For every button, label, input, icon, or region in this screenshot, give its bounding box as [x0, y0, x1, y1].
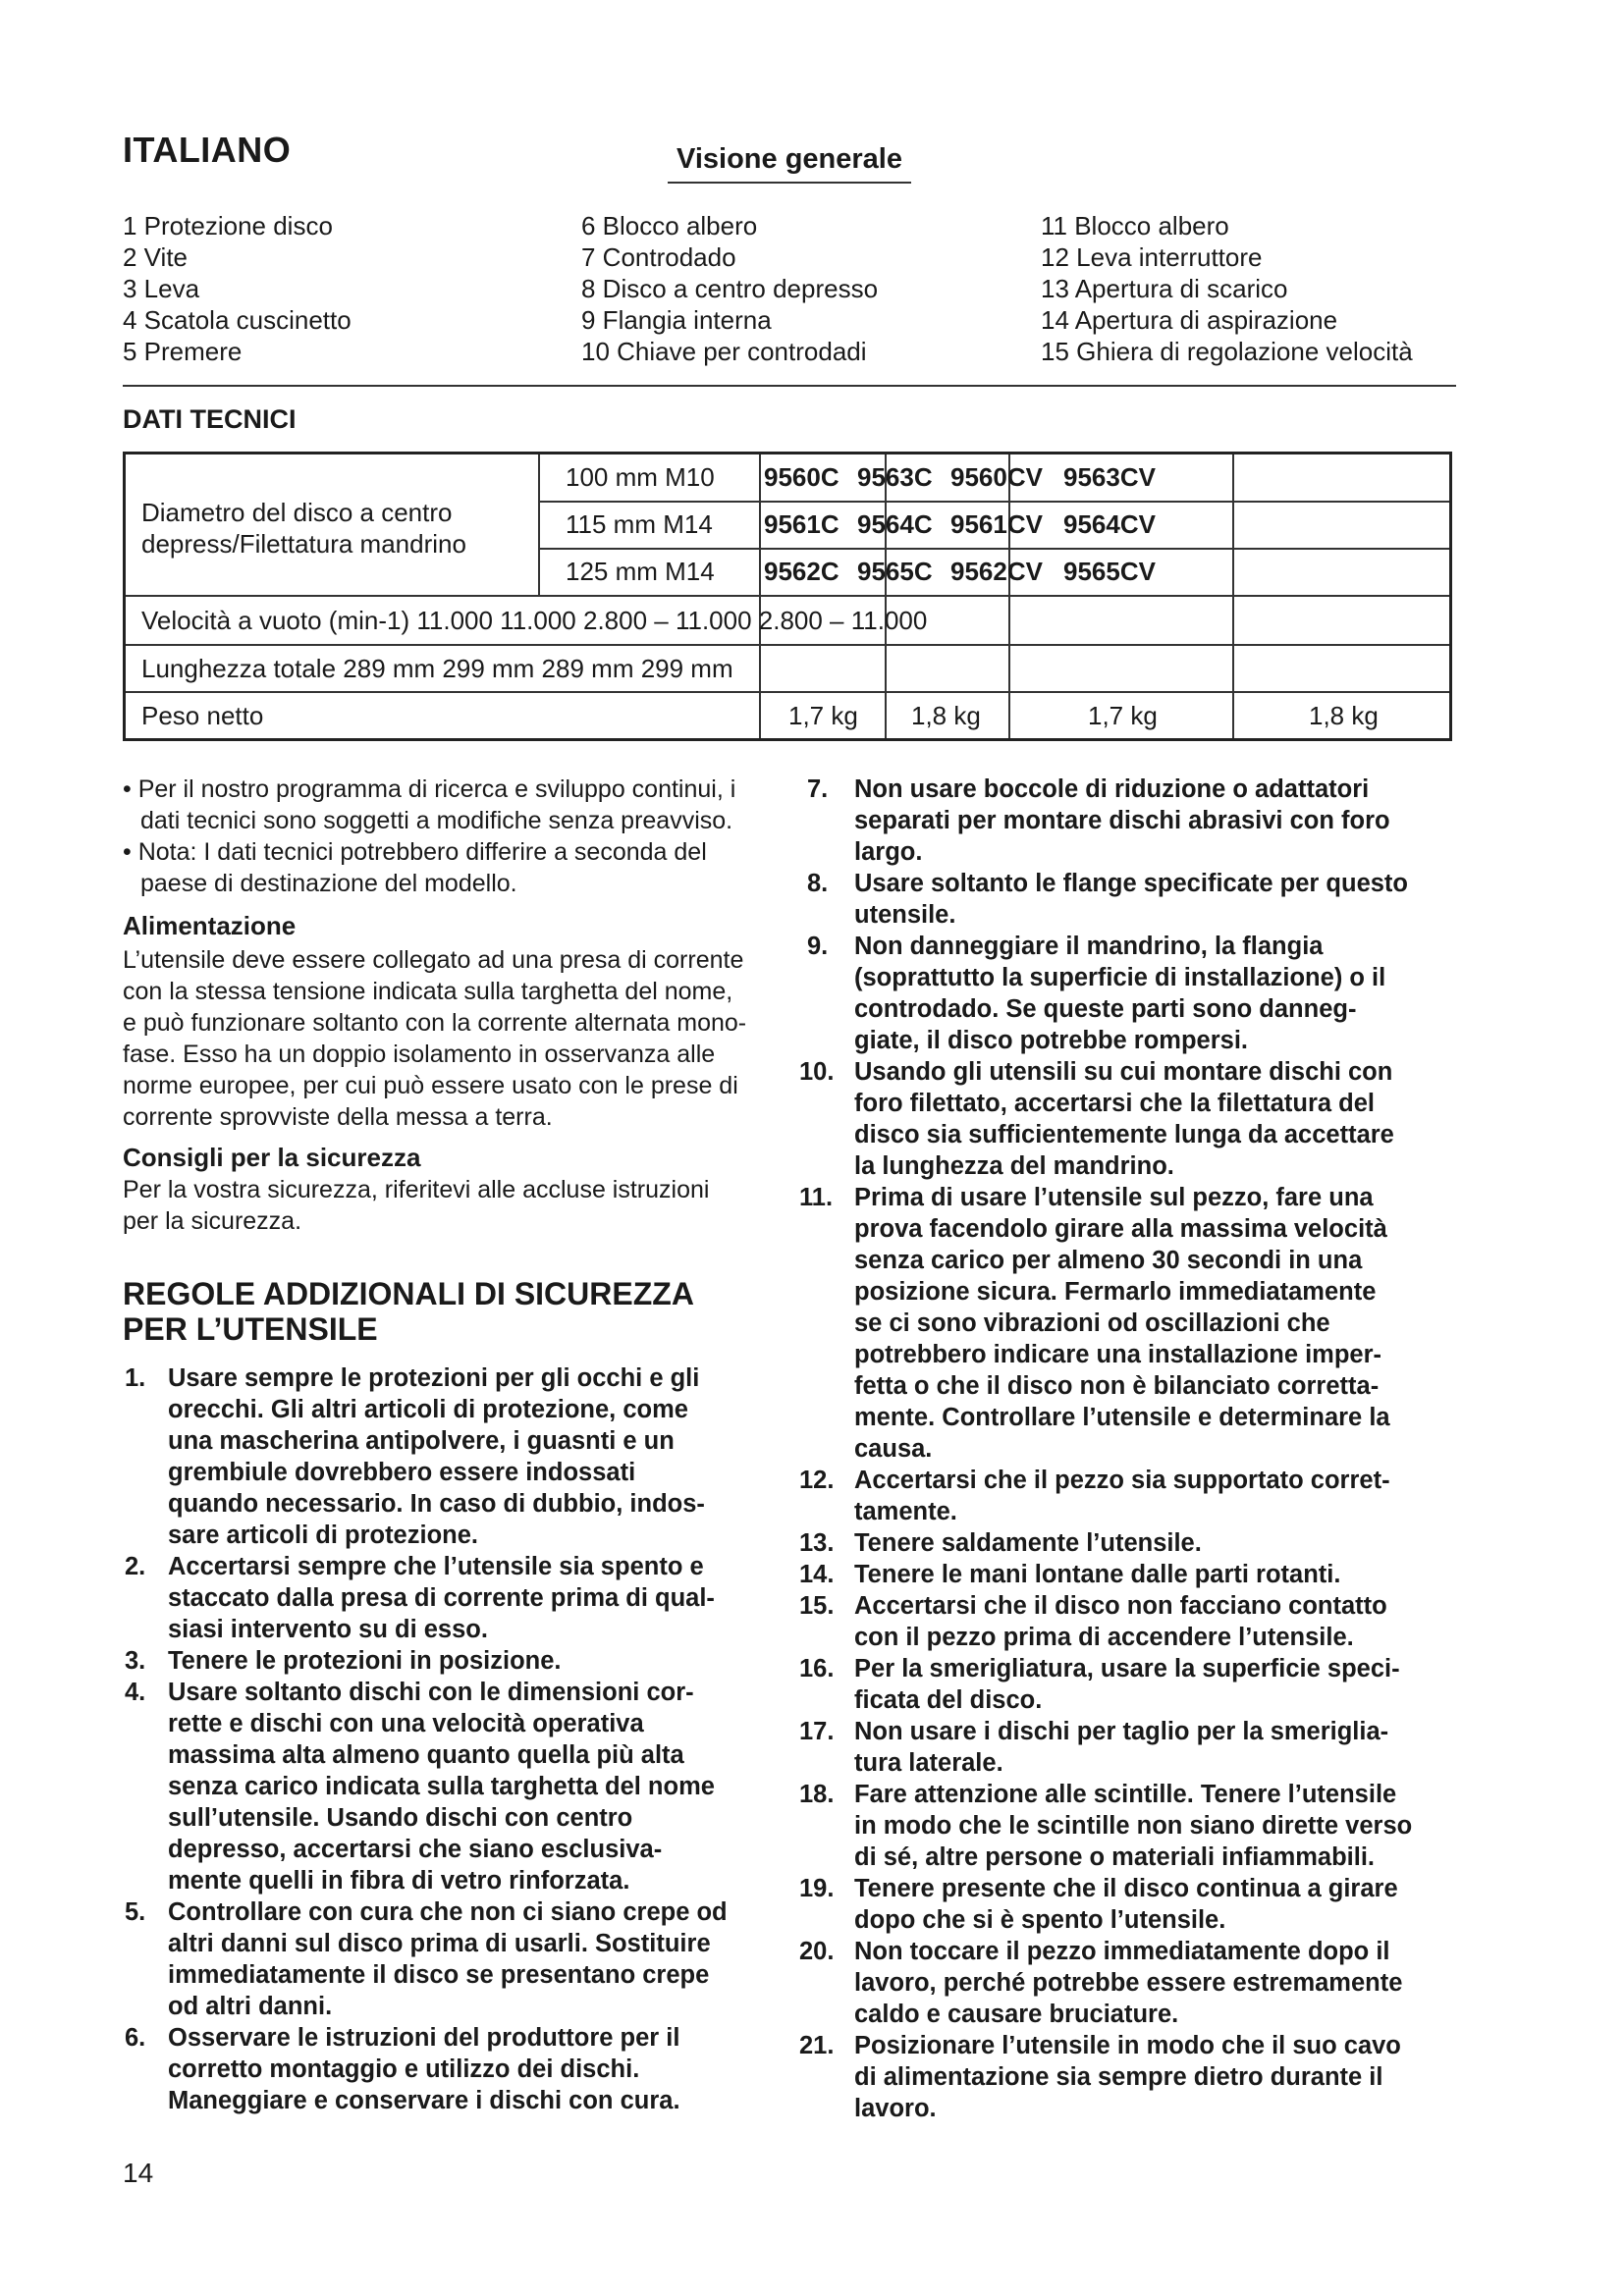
rule-line: largo. [854, 838, 923, 866]
table-rule [759, 454, 761, 738]
disc-size: 100 mm M10 [566, 462, 715, 492]
rule-item [807, 774, 1514, 868]
rule-number: 18. [799, 1781, 835, 1808]
model-number: 9560C [764, 462, 839, 492]
rule-line: causa. [854, 1435, 933, 1463]
rule-number: 10. [799, 1058, 835, 1086]
rule-line: la lunghezza del mandrino. [854, 1152, 1174, 1180]
rule-number: 20. [799, 1938, 835, 1965]
rule-line: Posizionare l’utensile in modo che il suo cavo [854, 2032, 1401, 2059]
rule-line: senza carico indicata sulla targhetta del nome [168, 1773, 715, 1800]
weight-value: 1,7 kg [788, 701, 858, 730]
part-item: 3 Leva [123, 274, 200, 303]
rule-number: 4. [125, 1679, 146, 1706]
rule-line: immediatamente il disco se presentano crepe [168, 1961, 710, 1989]
rule-line: prova facendolo girare alla massima velocità [854, 1215, 1387, 1243]
rule-item [799, 1873, 1514, 1936]
rule-line: con il pezzo prima di accendere l’utensile. [854, 1624, 1354, 1651]
rule-line: una mascherina antipolvere, i guasnti e un [168, 1427, 675, 1455]
rule-item [799, 1653, 1514, 1716]
rule-line: Usare soltanto dischi con le dimensioni cor- [168, 1679, 694, 1706]
safety-line: Per la vostra sicurezza, riferitevi alle accluse istruzioni [123, 1176, 710, 1203]
rule-number: 7. [807, 775, 829, 803]
table-rule [538, 548, 1449, 550]
rule-line: Prima di usare l’utensile sul pezzo, fare una [854, 1184, 1374, 1211]
safety-line: per la sicurezza. [123, 1207, 302, 1235]
rule-line: ficata del disco. [854, 1686, 1043, 1714]
rule-item [799, 1465, 1514, 1527]
rule-line: se ci sono vibrazioni od oscillazioni che [854, 1309, 1330, 1337]
weight-value: 1,8 kg [1309, 701, 1379, 730]
rule-item [799, 2030, 1514, 2124]
safety-title: Consigli per la sicurezza [123, 1143, 421, 1172]
rule-number: 17. [799, 1718, 835, 1745]
rule-item [123, 1896, 820, 2022]
rule-item [807, 931, 1514, 1056]
rule-number: 15. [799, 1592, 835, 1620]
rules-left-column [123, 1362, 820, 2116]
rules-title [123, 1276, 694, 1347]
rule-line: od altri danni. [168, 1993, 333, 2020]
rule-line: Non toccare il pezzo immediatamente dopo il [854, 1938, 1390, 1965]
table-rule [126, 644, 1449, 646]
power-line: fase. Esso ha un doppio isolamento in osservanza alle [123, 1041, 716, 1068]
rule-number: 5. [125, 1898, 146, 1926]
rule-line: Usando gli utensili su cui montare dischi con [854, 1058, 1393, 1086]
note-line: dati tecnici sono soggetti a modifiche senza preavviso. [140, 807, 733, 834]
model-number: 9562CV [950, 557, 1043, 586]
weight-value: 1,7 kg [1088, 701, 1158, 730]
part-item: 7 Controdado [581, 242, 736, 272]
rule-item [799, 1182, 1514, 1465]
rule-line: Non usare i dischi per taglio per la smeriglia- [854, 1718, 1389, 1745]
rule-item [799, 1716, 1514, 1779]
disc-label: depress/Filettatura mandrino [141, 529, 466, 559]
rule-line: Per la smerigliatura, usare la superficie speci- [854, 1655, 1400, 1682]
rule-item [799, 1779, 1514, 1873]
rule-line: Osservare le istruzioni del produttore per il [168, 2024, 680, 2052]
rule-item [807, 868, 1514, 931]
weight-value: 1,8 kg [911, 701, 981, 730]
page-number: 14 [123, 2158, 154, 2188]
power-line: e può funzionare soltanto con la corrente alternata mono- [123, 1009, 747, 1037]
section-divider [123, 385, 1456, 387]
rule-line: Accertarsi che il pezzo sia supportato corret- [854, 1467, 1390, 1494]
rules-right-column [799, 774, 1514, 2124]
rule-line: grembiule dovrebbero essere indossati [168, 1459, 636, 1486]
rule-item [799, 1559, 1514, 1590]
part-item: 4 Scatola cuscinetto [123, 305, 352, 335]
rule-item [799, 1936, 1514, 2030]
disc-size: 115 mm M14 [566, 509, 713, 539]
rule-line: quando necessario. In caso di dubbio, indos- [168, 1490, 705, 1518]
part-item: 13 Apertura di scarico [1041, 274, 1288, 303]
rule-item [799, 1527, 1514, 1559]
rule-line: Usare soltanto le flange specificate per questo [854, 870, 1409, 897]
rule-number: 19. [799, 1875, 835, 1902]
part-item: 14 Apertura di aspirazione [1041, 305, 1338, 335]
rule-line: Tenere le protezioni in posizione. [168, 1647, 562, 1675]
table-rule [1232, 454, 1234, 738]
power-line: corrente sprovviste della messa a terra. [123, 1103, 553, 1131]
length-row: Lunghezza totale 289 mm 299 mm 289 mm 299 mm [141, 654, 733, 683]
table-rule [538, 501, 1449, 503]
part-item: 12 Leva interruttore [1041, 242, 1263, 272]
power-title: Alimentazione [123, 911, 297, 940]
rule-number: 1. [125, 1364, 146, 1392]
rule-line: Usare sempre le protezioni per gli occhi e gli [168, 1364, 700, 1392]
model-number: 9563CV [1063, 462, 1156, 492]
rule-number: 16. [799, 1655, 835, 1682]
rule-line: massima alta almeno quanto quella più alta [168, 1741, 684, 1769]
rule-line: altri danni sul disco prima di usarli. Sostituire [168, 1930, 711, 1957]
speed-row: Velocità a vuoto (min-1) 11.000 11.000 2.800 – 11.000 2.800 – 11.000 [141, 606, 928, 635]
note-line: paese di destinazione del modello. [140, 870, 517, 897]
spec-notes [123, 774, 815, 899]
table-rule [1008, 454, 1010, 738]
rule-line: foro filettato, accertarsi che la filettatura del [854, 1090, 1375, 1117]
rule-line: sull’utensile. Usando dischi con centro [168, 1804, 633, 1832]
rule-line: senza carico per almeno 30 secondi in una [854, 1247, 1363, 1274]
part-item: 6 Blocco albero [581, 211, 758, 240]
rule-line: Tenere le mani lontane dalle parti rotanti. [854, 1561, 1341, 1588]
part-item: 9 Flangia interna [581, 305, 772, 335]
rule-number: 9. [807, 933, 829, 960]
note-line: • Nota: I dati tecnici potrebbero differire a seconda del [123, 838, 707, 866]
rule-line: sare articoli di protezione. [168, 1522, 478, 1549]
rule-line: (soprattutto la superficie di installazione) o il [854, 964, 1386, 991]
rule-item [123, 1677, 820, 1896]
parts-column-2 [581, 210, 878, 367]
rule-item [799, 1056, 1514, 1182]
rule-line: Non usare boccole di riduzione o adattatori [854, 775, 1370, 803]
rule-line: disco sia sufficientemente lunga da accettare [854, 1121, 1394, 1148]
part-item: 15 Ghiera di regolazione velocità [1041, 337, 1413, 366]
model-number: 9565CV [1063, 557, 1156, 586]
model-number: 9565C [857, 557, 933, 586]
power-line: con la stessa tensione indicata sulla targhetta del nome, [123, 978, 733, 1005]
disc-size: 125 mm M14 [566, 557, 715, 586]
rule-line: Tenere presente che il disco continua a girare [854, 1875, 1398, 1902]
rule-line: staccato dalla presa di corrente prima di qual- [168, 1584, 715, 1612]
part-item: 11 Blocco albero [1041, 211, 1229, 240]
rule-line: lavoro, perché potrebbe essere estremamente [854, 1969, 1403, 1997]
rules-title-line: REGOLE ADDIZIONALI DI SICUREZZA [123, 1276, 694, 1311]
rule-line: lavoro. [854, 2095, 937, 2122]
part-item: 10 Chiave per controdadi [581, 337, 867, 366]
specs-title: DATI TECNICI [123, 404, 297, 434]
model-number: 9560CV [950, 462, 1043, 492]
rule-line: controdado. Se queste parti sono danneg- [854, 995, 1357, 1023]
rule-line: mente quelli in fibra di vetro rinforzata. [168, 1867, 630, 1895]
part-item: 8 Disco a centro depresso [581, 274, 879, 303]
rule-number: 2. [125, 1553, 146, 1580]
note-line: • Per il nostro programma di ricerca e sviluppo continui, i [123, 775, 736, 803]
disc-label: Diametro del disco a centro [141, 498, 453, 527]
rule-item [123, 2022, 820, 2116]
model-number: 9561CV [950, 509, 1043, 539]
rule-line: Controllare con cura che non ci siano crepe od [168, 1898, 728, 1926]
rule-line: tamente. [854, 1498, 957, 1525]
rule-line: Accertarsi che il disco non facciano contatto [854, 1592, 1387, 1620]
rule-line: Non danneggiare il mandrino, la flangia [854, 933, 1324, 960]
rule-number: 21. [799, 2032, 835, 2059]
model-number: 9564CV [1063, 509, 1156, 539]
rule-number: 12. [799, 1467, 835, 1494]
specs-table [123, 452, 1452, 741]
rule-item [799, 1590, 1514, 1653]
overview-title: Visione generale [668, 143, 911, 184]
rule-item [123, 1645, 820, 1677]
rule-line: separati per montare dischi abrasivi con foro [854, 807, 1390, 834]
rule-line: corretto montaggio e utilizzo dei dischi. [168, 2056, 640, 2083]
part-item: 1 Protezione disco [123, 211, 333, 240]
rule-line: Accertarsi sempre che l’utensile sia spento e [168, 1553, 704, 1580]
model-number: 9562C [764, 557, 839, 586]
safety-text [123, 1174, 820, 1237]
rule-line: fetta o che il disco non è bilanciato corretta- [854, 1372, 1380, 1400]
rule-line: rette e dischi con una velocità operativa [168, 1710, 644, 1737]
power-line: L’utensile deve essere collegato ad una presa di corrente [123, 946, 744, 974]
rule-line: posizione sicura. Fermarlo immediatamente [854, 1278, 1377, 1306]
rule-number: 6. [125, 2024, 146, 2052]
rule-line: potrebbero indicare una installazione imper- [854, 1341, 1382, 1368]
model-number: 9564C [857, 509, 933, 539]
rule-line: di alimentazione sia sempre dietro durante il [854, 2063, 1383, 2091]
part-item: 5 Premere [123, 337, 243, 366]
rule-line: giate, il disco potrebbe rompersi. [854, 1027, 1249, 1054]
rule-item [123, 1362, 820, 1551]
rule-line: siasi intervento su di esso. [168, 1616, 488, 1643]
rule-number: 8. [807, 870, 829, 897]
rule-line: caldo e causare bruciature. [854, 2001, 1179, 2028]
rule-line: tura laterale. [854, 1749, 1003, 1777]
rule-number: 13. [799, 1529, 835, 1557]
table-rule [885, 454, 887, 738]
table-rule [538, 454, 540, 596]
parts-column-1 [123, 210, 352, 367]
rule-line: Fare attenzione alle scintille. Tenere l’utensile [854, 1781, 1397, 1808]
rule-line: dopo che si è spento l’utensile. [854, 1906, 1226, 1934]
part-item: 2 Vite [123, 242, 189, 272]
model-number: 9561C [764, 509, 839, 539]
rule-number: 3. [125, 1647, 146, 1675]
rule-line: Maneggiare e conservare i dischi con cura. [168, 2087, 680, 2114]
parts-column-3 [1041, 210, 1413, 367]
rule-number: 11. [799, 1184, 834, 1211]
table-rule [126, 691, 1449, 693]
rule-line: utensile. [854, 901, 956, 929]
weight-label: Peso netto [141, 701, 264, 730]
rule-line: di sé, altre persone o materiali infiammabili. [854, 1843, 1376, 1871]
power-text [123, 944, 820, 1133]
language-heading: ITALIANO [123, 130, 292, 170]
power-line: norme europee, per cui può essere usato con le prese di [123, 1072, 738, 1099]
rule-line: in modo che le scintille non siano dirette verso [854, 1812, 1413, 1840]
rule-item [123, 1551, 820, 1645]
rule-line: depresso, accertarsi che siano esclusiva- [168, 1836, 663, 1863]
rules-title-line: PER L’UTENSILE [123, 1311, 378, 1347]
rule-number: 14. [799, 1561, 835, 1588]
table-rule [126, 595, 1449, 597]
rule-line: mente. Controllare l’utensile e determinare la [854, 1404, 1390, 1431]
model-number: 9563C [857, 462, 933, 492]
rule-line: Tenere saldamente l’utensile. [854, 1529, 1202, 1557]
rule-line: orecchi. Gli altri articoli di protezione, come [168, 1396, 688, 1423]
